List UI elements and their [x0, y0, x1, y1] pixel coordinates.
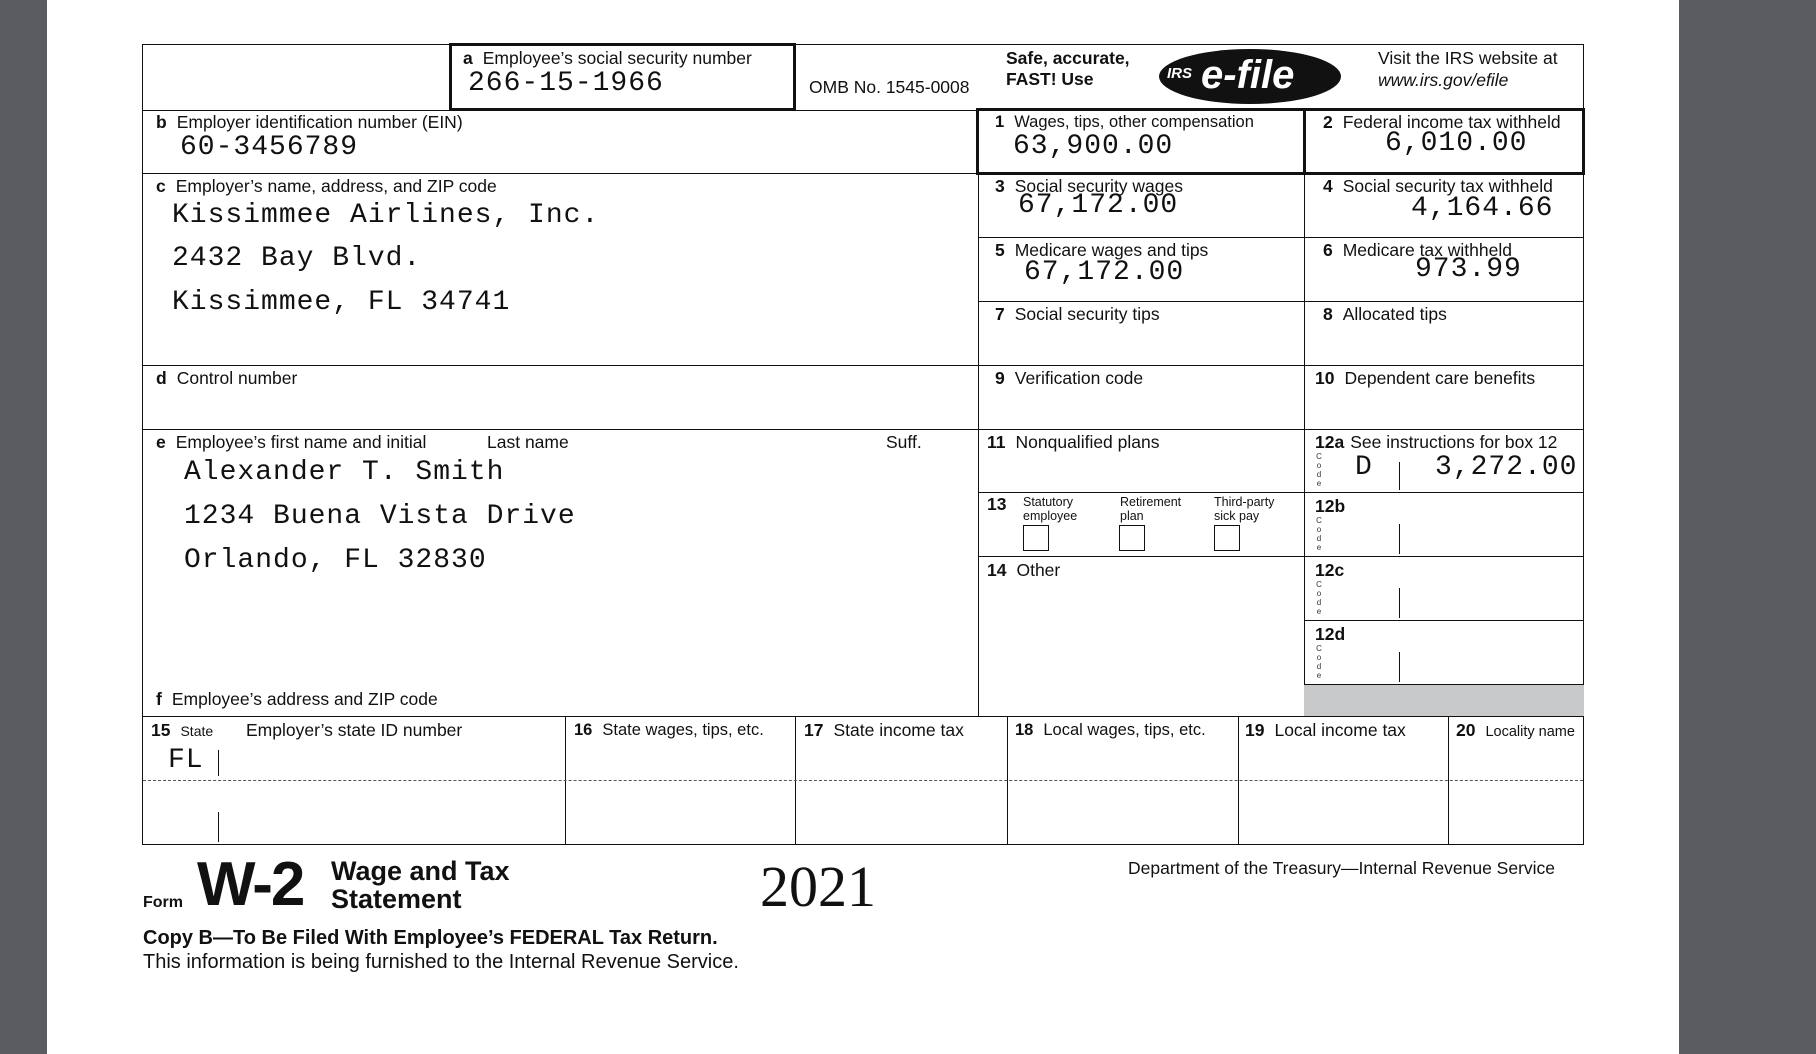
retirement-plan-checkbox[interactable] — [1119, 525, 1145, 551]
box-13-number: 13 — [987, 494, 1007, 514]
state-id-separator-1 — [218, 750, 219, 776]
box-12c-separator — [1399, 588, 1400, 618]
state-id-separator-2 — [218, 812, 219, 842]
form-name: W-2 — [197, 850, 304, 919]
box-5-label: 5 Medicare wages and tips — [995, 240, 1209, 260]
divider — [142, 110, 979, 111]
box-13-thirdparty-label: Third-party sick pay — [1214, 495, 1275, 523]
divider — [978, 492, 1584, 493]
box-6-label: 6 Medicare tax withheld — [1323, 240, 1512, 260]
furnished-text: This information is being furnished to the Internal Revenue Service. — [143, 951, 739, 973]
third-party-sick-pay-checkbox[interactable] — [1214, 525, 1240, 551]
employer-street: 2432 Bay Blvd. — [172, 243, 422, 274]
box-12a-amount: 3,272.00 — [1435, 452, 1578, 483]
ssn-value: 266-15-1966 — [468, 68, 664, 99]
box-17-label: 17 State income tax — [804, 720, 964, 740]
box-12a-label: 12a See instructions for box 12 — [1315, 432, 1558, 452]
divider — [978, 429, 1584, 430]
ein-value: 60-3456789 — [180, 132, 359, 163]
state-row-dashed-divider — [143, 780, 1583, 781]
box-12b-label: 12b — [1315, 496, 1346, 516]
form-word: Form — [143, 894, 183, 911]
state-value: FL — [168, 745, 204, 776]
shaded-area — [1304, 685, 1584, 716]
divider — [978, 237, 1584, 238]
divider — [142, 716, 1584, 717]
omb-number: OMB No. 1545-0008 — [809, 77, 970, 97]
divider — [142, 429, 979, 430]
employee-address-label: f Employee’s address and ZIP code — [156, 689, 438, 709]
box-12b-code-word: C o d e — [1316, 516, 1322, 552]
box-14-label: 14 Other — [987, 560, 1061, 580]
box-20-label: 20 Locality name — [1456, 720, 1575, 740]
box-12a-code: D — [1355, 452, 1373, 483]
employer-name: Kissimmee Airlines, Inc. — [172, 200, 600, 231]
box-7-label: 7 Social security tips — [995, 304, 1160, 324]
employee-name-label: e Employee’s first name and initial — [156, 432, 427, 452]
visit-irs-2: www.irs.gov/efile — [1378, 70, 1509, 90]
statutory-employee-checkbox[interactable] — [1023, 525, 1049, 551]
box-6-value: 973.99 — [1415, 254, 1522, 285]
box-13-retirement-label: Retirement plan — [1120, 495, 1182, 523]
divider — [142, 173, 979, 174]
department-text: Department of the Treasury—Internal Revenue Service — [1128, 858, 1556, 878]
divider — [978, 365, 1584, 366]
box-12b-separator — [1399, 524, 1400, 554]
ssn-label: a Employee’s social security number — [463, 48, 752, 68]
box-19-label: 19 Local income tax — [1245, 720, 1406, 740]
box-1-label: 1 Wages, tips, other compensation — [995, 113, 1254, 131]
employee-street: 1234 Buena Vista Drive — [184, 501, 576, 532]
box-3-value: 67,172.00 — [1018, 190, 1179, 221]
employer-name-label: c Employer’s name, address, and ZIP code — [156, 176, 497, 196]
efile-logo-irs: IRS — [1167, 65, 1193, 82]
efile-logo-text: e-file — [1201, 53, 1295, 97]
box-12a-separator — [1399, 462, 1400, 490]
box-11-label: 11 Nonqualified plans — [987, 432, 1160, 452]
divider — [142, 365, 979, 366]
ein-label: b Employer identification number (EIN) — [156, 112, 463, 132]
divider — [978, 556, 1584, 557]
suffix-label: Suff. — [886, 432, 922, 452]
copy-b-text: Copy B—To Be Filed With Employee’s FEDERAL Tax Return. — [143, 927, 718, 949]
divider — [978, 110, 979, 716]
employee-name: Alexander T. Smith — [184, 457, 505, 488]
form-title-2: Statement — [331, 884, 462, 914]
tax-year: 2021 — [760, 854, 876, 919]
box-5-value: 67,172.00 — [1024, 257, 1185, 288]
efile-logo — [1159, 49, 1341, 104]
box-12d-label: 12d — [1315, 624, 1346, 644]
box-3-label: 3 Social security wages — [995, 176, 1184, 196]
box-12d-code-word: C o d e — [1316, 644, 1322, 680]
visit-irs-1: Visit the IRS website at — [1378, 48, 1558, 68]
box-12c-label: 12c — [1315, 560, 1345, 580]
box-12a-code-word: C o d e — [1316, 452, 1322, 488]
box-1-value: 63,900.00 — [1013, 131, 1174, 162]
box-15-id-label: Employer’s state ID number — [246, 720, 463, 740]
box-12c-code-word: C o d e — [1316, 580, 1322, 616]
divider — [1304, 110, 1305, 716]
employer-city: Kissimmee, FL 34741 — [172, 287, 511, 318]
box-2-label: 2 Federal income tax withheld — [1323, 112, 1561, 132]
box-4-label: 4 Social security tax withheld — [1323, 176, 1553, 196]
box-15-label: 15 State — [151, 720, 214, 740]
box-9-label: 9 Verification code — [995, 368, 1144, 388]
box-12d-separator — [1399, 652, 1400, 682]
employee-city: Orlando, FL 32830 — [184, 545, 487, 576]
safe-text-2: FAST! Use — [1006, 69, 1094, 89]
last-name-label: Last name — [487, 432, 569, 452]
box-18-label: 18 Local wages, tips, etc. — [1015, 721, 1206, 739]
box-2-value: 6,010.00 — [1385, 128, 1528, 159]
form-title-1: Wage and Tax — [331, 856, 510, 886]
safe-text-1: Safe, accurate, — [1006, 48, 1130, 68]
w2-form-page — [47, 0, 1679, 1054]
box-4-value: 4,164.66 — [1411, 193, 1554, 224]
box-10-label: 10 Dependent care benefits — [1315, 368, 1536, 388]
divider — [1304, 620, 1584, 621]
box-8-label: 8 Allocated tips — [1323, 304, 1447, 324]
box-13-statutory-label: Statutory employee — [1023, 495, 1078, 523]
box-16-label: 16 State wages, tips, etc. — [574, 721, 764, 739]
control-number-label: d Control number — [156, 368, 298, 388]
divider — [978, 301, 1584, 302]
